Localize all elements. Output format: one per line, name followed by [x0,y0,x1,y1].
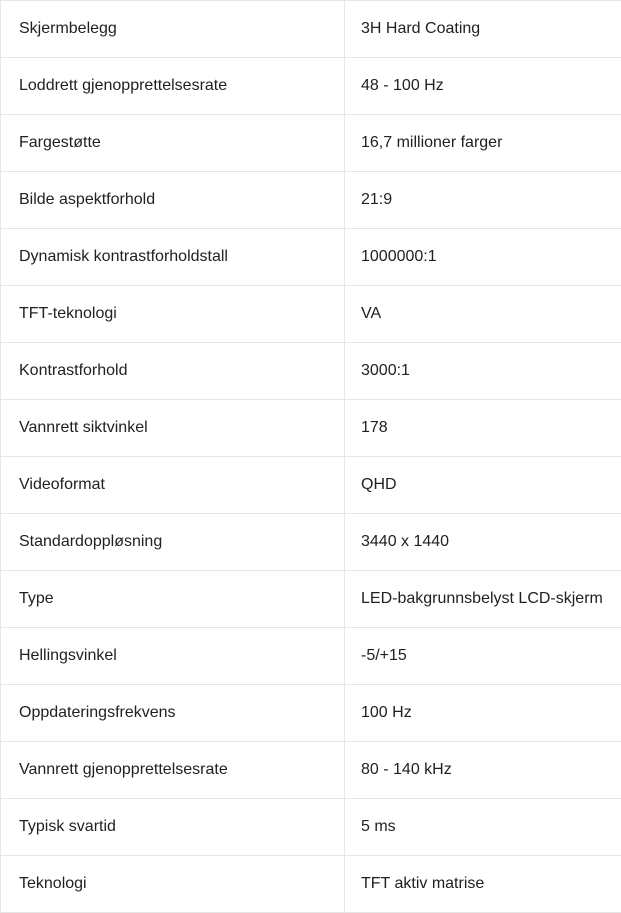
table-row [1,799,621,856]
spec-label: Skjermbelegg [1,1,345,58]
spec-value: LED-bakgrunnsbelyst LCD-skjerm [345,571,621,628]
table-row [1,685,621,742]
table-row [1,457,621,514]
spec-label: TFT-teknologi [1,286,345,343]
table-row [1,514,621,571]
table-row [1,172,621,229]
spec-value: 21:9 [345,172,621,229]
spec-value: 16,7 millioner farger [345,115,621,172]
spec-value: 3000:1 [345,343,621,400]
spec-label: Hellingsvinkel [1,628,345,685]
spec-label: Teknologi [1,856,345,913]
table-row [1,343,621,400]
table-row [1,571,621,628]
spec-value: VA [345,286,621,343]
spec-value: QHD [345,457,621,514]
spec-label: Loddrett gjenopprettelsesrate [1,58,345,115]
spec-label: Vannrett gjenopprettelsesrate [1,742,345,799]
spec-label: Videoformat [1,457,345,514]
spec-value: 1000000:1 [345,229,621,286]
spec-value: 5 ms [345,799,621,856]
spec-label: Standardoppløsning [1,514,345,571]
spec-table-body [1,1,621,913]
table-row [1,628,621,685]
table-row [1,58,621,115]
spec-label: Dynamisk kontrastforholdstall [1,229,345,286]
spec-label: Type [1,571,345,628]
spec-value: 3440 x 1440 [345,514,621,571]
spec-value: -5/+15 [345,628,621,685]
spec-value: 3H Hard Coating [345,1,621,58]
table-row [1,286,621,343]
spec-value: 48 - 100 Hz [345,58,621,115]
spec-label: Vannrett siktvinkel [1,400,345,457]
table-row [1,229,621,286]
spec-label: Bilde aspektforhold [1,172,345,229]
spec-value: TFT aktiv matrise [345,856,621,913]
table-row [1,400,621,457]
spec-value: 178 [345,400,621,457]
spec-label: Oppdateringsfrekvens [1,685,345,742]
table-row [1,742,621,799]
spec-label: Typisk svartid [1,799,345,856]
spec-value: 100 Hz [345,685,621,742]
spec-value: 80 - 140 kHz [345,742,621,799]
spec-label: Fargestøtte [1,115,345,172]
table-row [1,856,621,913]
spec-label: Kontrastforhold [1,343,345,400]
table-row [1,1,621,58]
table-row [1,115,621,172]
